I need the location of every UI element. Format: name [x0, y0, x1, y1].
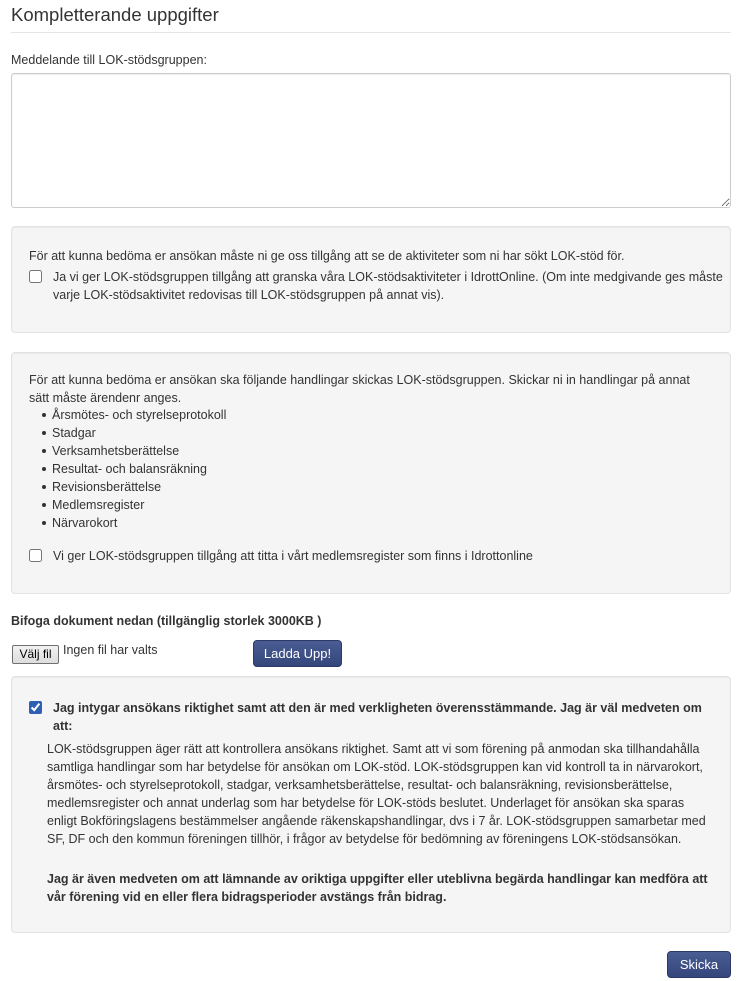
documents-list-item: Årsmötes- och styrelseprotokoll	[52, 408, 227, 422]
file-status-text: Ingen fil har valts	[63, 643, 158, 657]
member-register-consent-checkbox[interactable]	[29, 549, 42, 562]
documents-list-item: Resultat- och balansräkning	[52, 460, 226, 478]
certify-body-text: LOK-stödsgruppen äger rätt att kontrollera ansökans riktighet. Samt att vi som förening på anmodan ska tillhandahålla samtliga handlingar som har betydelse för ansökan om LOK-stöd. LOK-stödsgruppen kan vid kontroll ta in närvarokort, årsmötes- och styrelseprotokoll, stadgar, verksamhetsberättelse, resultat- och balansräkning, revisionsberättelse, medlemsregister och annat underlag som har betydelse för LOK-stöds beslutet. Underlaget för ansökan ska sparas enligt Bokföringslagens bestämmelser angående räkenskapshandlingar, dvs i 7 år. LOK-stödsgruppen samarbetar med SF, DF och den kommun föreningen tillhör, i frågor av betydelse för bedömning av föreningens LOK-stödsansökan.	[47, 742, 706, 846]
activities-consent-checkbox[interactable]	[29, 270, 42, 283]
documents-list-item: Verksamhetsberättelse	[52, 442, 226, 460]
documents-intro: För att kunna bedöma er ansökan ska följande handlingar skickas LOK-stödsgruppen. Skickar ni in handlingar på annat sätt måste ärendenr anges.	[29, 373, 690, 405]
certify-checkbox[interactable]	[29, 701, 42, 714]
member-register-consent-label[interactable]: Vi ger LOK-stödsgruppen tillgång att titta i vårt medlemsregister som finns i Idrottonline	[53, 549, 533, 563]
message-label: Meddelande till LOK-stödsgruppen:	[11, 53, 207, 67]
page-title: Kompletterande uppgifter	[11, 4, 219, 25]
documents-panel	[11, 352, 731, 594]
submit-button[interactable]: Skicka	[667, 951, 731, 978]
title-divider	[11, 32, 731, 33]
attach-heading: Bifoga dokument nedan (tillgänglig storlek 3000KB )	[11, 614, 322, 628]
message-textarea[interactable]	[11, 73, 731, 208]
upload-button[interactable]: Ladda Upp!	[253, 640, 342, 667]
activities-intro: För att kunna bedöma er ansökan måste ni ge oss tillgång att se de aktiviteter som ni har sökt LOK-stöd för.	[29, 249, 625, 263]
documents-list	[52, 406, 226, 532]
choose-file-button[interactable]: Välj fil	[12, 645, 59, 664]
documents-list-item: Stadgar	[52, 424, 226, 442]
activities-panel	[11, 226, 731, 333]
activities-consent-label[interactable]: Ja vi ger LOK-stödsgruppen tillgång att granska våra LOK-stödsaktiviteter i IdrottOnline. (Om inte medgivande ges måste varje LOK-stödsaktivitet redovisas till LOK-stödsgruppen på annat vis).	[53, 270, 723, 302]
certify-closing-text: Jag är även medveten om att lämnande av oriktiga uppgifter eller uteblivna begärda handlingar kan medföra att vår förening vid en eller flera bidragsperioder avstängs från bidrag.	[47, 872, 708, 904]
certify-label[interactable]: Jag intygar ansökans riktighet samt att den är med verkligheten överensstämmande. Jag är väl medveten om att:	[53, 701, 702, 733]
documents-list-item: Medlemsregister	[52, 496, 226, 514]
documents-list-item: Närvarokort	[52, 514, 226, 532]
certify-panel	[11, 676, 731, 933]
documents-list-item: Revisionsberättelse	[52, 478, 226, 496]
